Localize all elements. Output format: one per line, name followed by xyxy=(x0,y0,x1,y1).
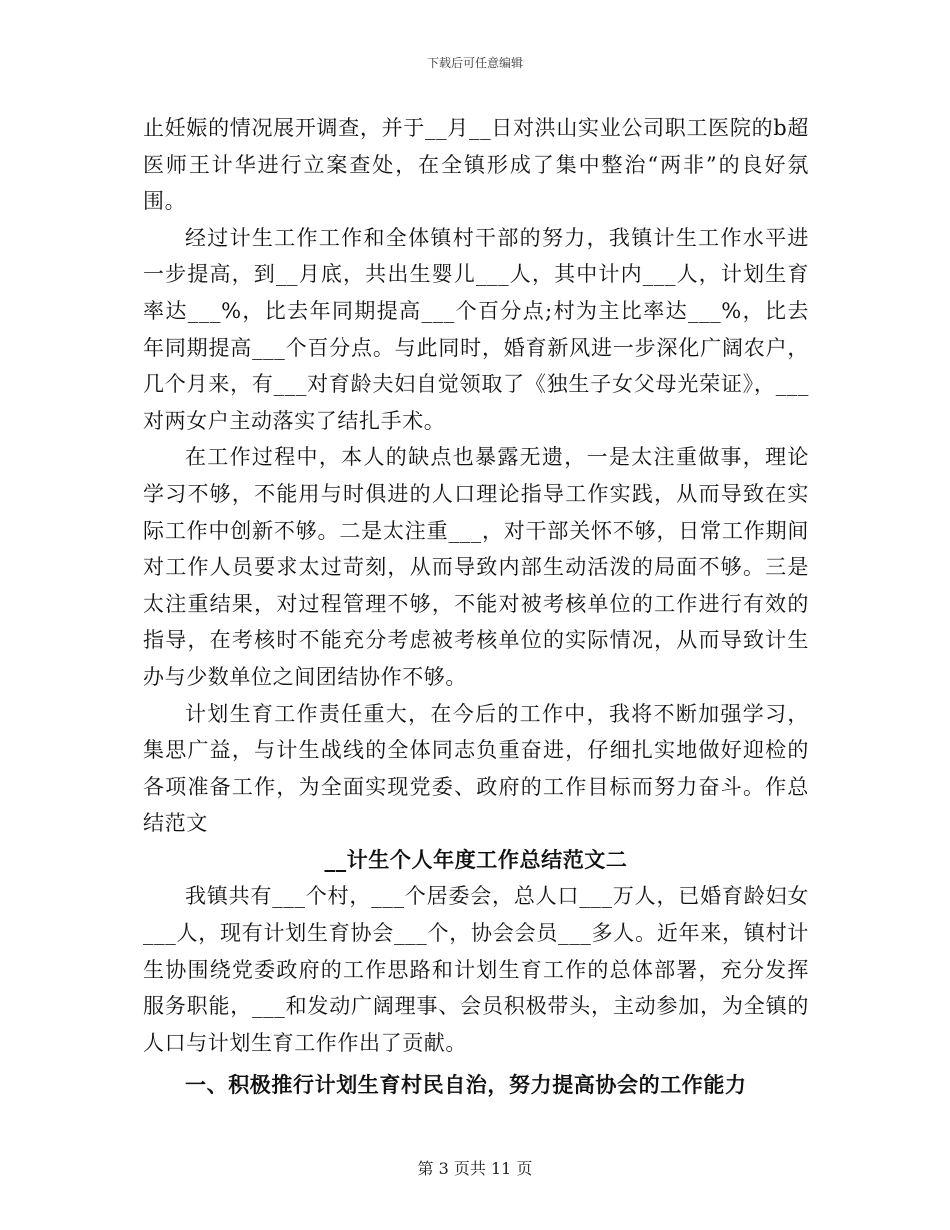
paragraph-continuation: 止妊娠的情况展开调查，并于__月__日对洪山实业公司职工医院的b超医师王计华进行立案查处，在全镇形成了集中整治“两非”的良好氛围。 xyxy=(143,116,809,214)
page-footer: 第 3 页共 11 页 xyxy=(417,1159,533,1178)
paragraph-overview: 我镇共有___个村，___个居委会，总人口___万人，已婚育龄妇女___人，现有计划生育协会___个，协会会员___多人。近年来，镇村计生协围绕党委政府的工作思路和计划生育工作的总体部署，充分发挥服务职能，___和发动广阔理事、会员积极带头，主动参加，为全镇的人口与计划生育工作作出了贡献。 xyxy=(143,884,809,1055)
paragraph-shortcomings: 在工作过程中，本人的缺点也暴露无遗，一是太注重做事，理论学习不够，不能用与时俱进的人口理论指导工作实践，从而导致在实际工作中创新不够。二是太注重___，对干部关怀不够，日常工作期间对工作人员要求太过苛刻，从而导致内部生动活泼的局面不够。三是太注重结果，对过程管理不够，不能对被考核单位的工作进行有效的指导，在考核时不能充分考虑被考核单位的实际情况，从而导致计生办与少数单位之间团结协作不够。 xyxy=(143,445,809,689)
paragraph-outlook: 计划生育工作责任重大，在今后的工作中，我将不断加强学习，集思广益，与计生战线的全体同志负重奋进，仔细扎实地做好迎检的各项准备工作，为全面实现党委、政府的工作目标而努力奋斗。作总结范文 xyxy=(143,701,809,836)
page-header: 下载后可任意编辑 xyxy=(426,56,523,70)
paragraph-results: 经过计生工作工作和全体镇村干部的努力，我镇计生工作水平进一步提高，到__月底，共出生婴儿___人，其中计内___人，计划生育率达___%，比去年同期提高___个百分点;村为主比率达___%，比去年同期提高___个百分点。与此同时，婚育新风进一步深化广阔农户，几个月来，有___对育龄夫妇自觉领取了《独生子女父母光荣证》，___对两女户主动落实了结扎手术。 xyxy=(143,225,809,433)
section-heading: 一、积极推行计划生育村民自治，努力提高协会的工作能力 xyxy=(185,1072,747,1098)
section-title: __计生个人年度工作总结范文二 xyxy=(324,846,628,872)
document-body xyxy=(143,110,809,1104)
